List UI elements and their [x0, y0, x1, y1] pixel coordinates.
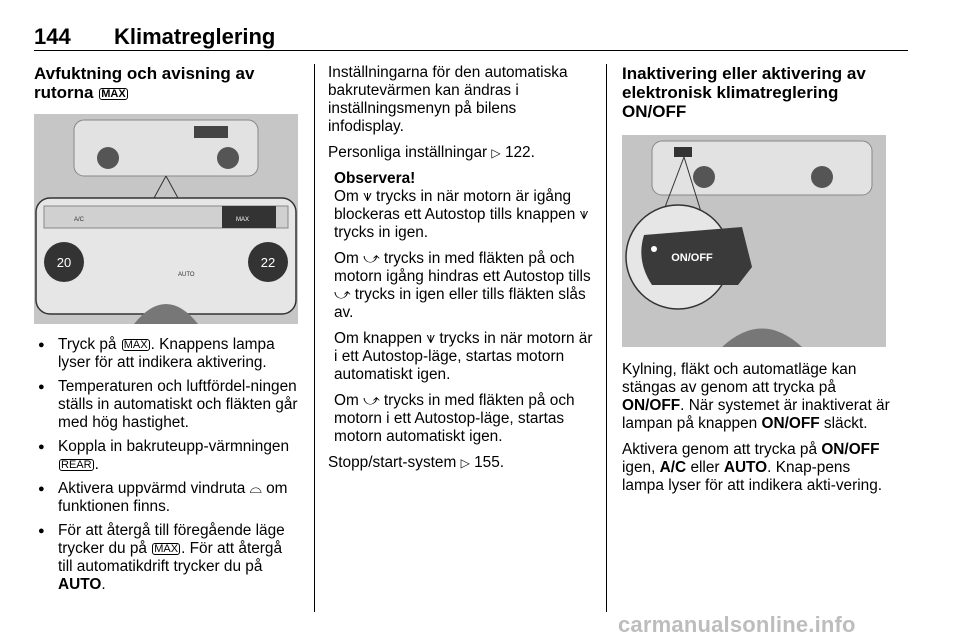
paragraph: Aktivera genom att trycka på ON/OFF igen, A/C eller AUTO. Knap-pens lampa lyser för att indikera akti-vering. — [622, 441, 883, 494]
list-item: ● Koppla in bakruteupp-värmningen REAR . — [34, 438, 300, 474]
column-divider — [606, 64, 607, 612]
watermark: carmanualsonline.info — [618, 612, 856, 637]
svg-text:A/C: A/C — [74, 217, 85, 223]
column-divider — [314, 64, 315, 612]
reference-arrow-icon: ▷ — [460, 456, 470, 470]
defrost-max-icon: MAX — [123, 339, 148, 351]
note-block — [328, 170, 594, 446]
svg-text:MAX: MAX — [236, 217, 250, 223]
list-item: ● Aktivera uppvärmd vindruta ⌓ om funktionen finns. — [34, 480, 300, 516]
windscreen-defrost-icon: ⩛ — [579, 206, 589, 223]
note-title: Observera! — [334, 170, 416, 187]
list-item: ● Tryck på MAX . Knappens lampa lyser för att indikera aktivering. — [34, 336, 300, 372]
defrost-max-icon: MAX — [154, 543, 179, 555]
svg-text:ON/OFF: ON/OFF — [671, 252, 713, 264]
air-distribution-icon: ⤻ — [334, 286, 351, 303]
chapter-title: Klimatreglering — [114, 24, 276, 49]
paragraph: Kylning, fläkt och automatläge kan stängas av genom att trycka på ON/OFF. När systemet är inaktiverat är lampan på knappen ON/OFF släckt. — [622, 361, 890, 432]
onoff-button-figure — [622, 135, 886, 347]
rear-defrost-icon: REAR — [61, 459, 92, 471]
svg-text:AUTO: AUTO — [178, 272, 195, 278]
list-item: ● Temperaturen och luftfördel-ningen ställs in automatiskt och fläkten går med hög hastighet. — [34, 378, 300, 432]
note-paragraph: Om ⤻ trycks in med fläkten på och motorn i ett Autostop-läge, startas motorn automatiskt igen. — [334, 392, 575, 445]
column-3 — [622, 64, 892, 503]
paragraph: Inställningarna för den automatiska bakrutevärmen kan ändras i inställningsmenyn på bilens infodisplay. — [328, 64, 568, 135]
list-item: ● För att återgå till föregående läge trycker du på MAX . För att återgå till automatikdrift trycker du på AUTO. — [34, 522, 300, 594]
air-distribution-icon: ⤻ — [363, 250, 380, 267]
air-distribution-icon: ⤻ — [363, 392, 380, 409]
bullet-list — [34, 336, 300, 594]
section-heading: Avfuktning och avisning av rutorna MAX — [34, 64, 255, 102]
note-paragraph: Om ⤻ trycks in med fläkten på och motorn igång hindras ett Autostop tills ⤻ trycks in igen eller tills fläkten slås av. — [334, 250, 591, 321]
climate-panel-figure — [34, 114, 298, 324]
reference-arrow-icon: ▷ — [491, 146, 501, 160]
windscreen-defrost-icon: ⩛ — [426, 330, 436, 347]
column-1 — [34, 64, 300, 600]
page-number: 144 — [34, 24, 71, 49]
svg-text:20: 20 — [56, 255, 72, 270]
paragraph: Personliga inställningar ▷ 122. — [328, 144, 535, 161]
svg-text:22: 22 — [260, 255, 276, 270]
defrost-max-icon: MAX — [101, 88, 126, 100]
climate-panel-illustration — [34, 114, 298, 324]
windscreen-defrost-icon: ⩛ — [363, 188, 372, 205]
paragraph: Stopp/start-system ▷ 155. — [328, 454, 505, 471]
heated-windscreen-icon: ⌓ — [249, 480, 262, 497]
note-paragraph: Om ⩛ trycks in när motorn är igång blockeras ett Autostop tills knappen ⩛ trycks in igen. — [334, 188, 589, 241]
column-2 — [328, 64, 594, 480]
section-heading: Inaktivering eller aktivering av elektronisk klimatreglering ON/OFF — [622, 64, 866, 121]
onoff-illustration — [622, 135, 886, 347]
note-paragraph: Om knappen ⩛ trycks in när motorn är i ett Autostop-läge, startas motorn automatiskt igen. — [334, 330, 593, 383]
page-header — [34, 22, 908, 51]
